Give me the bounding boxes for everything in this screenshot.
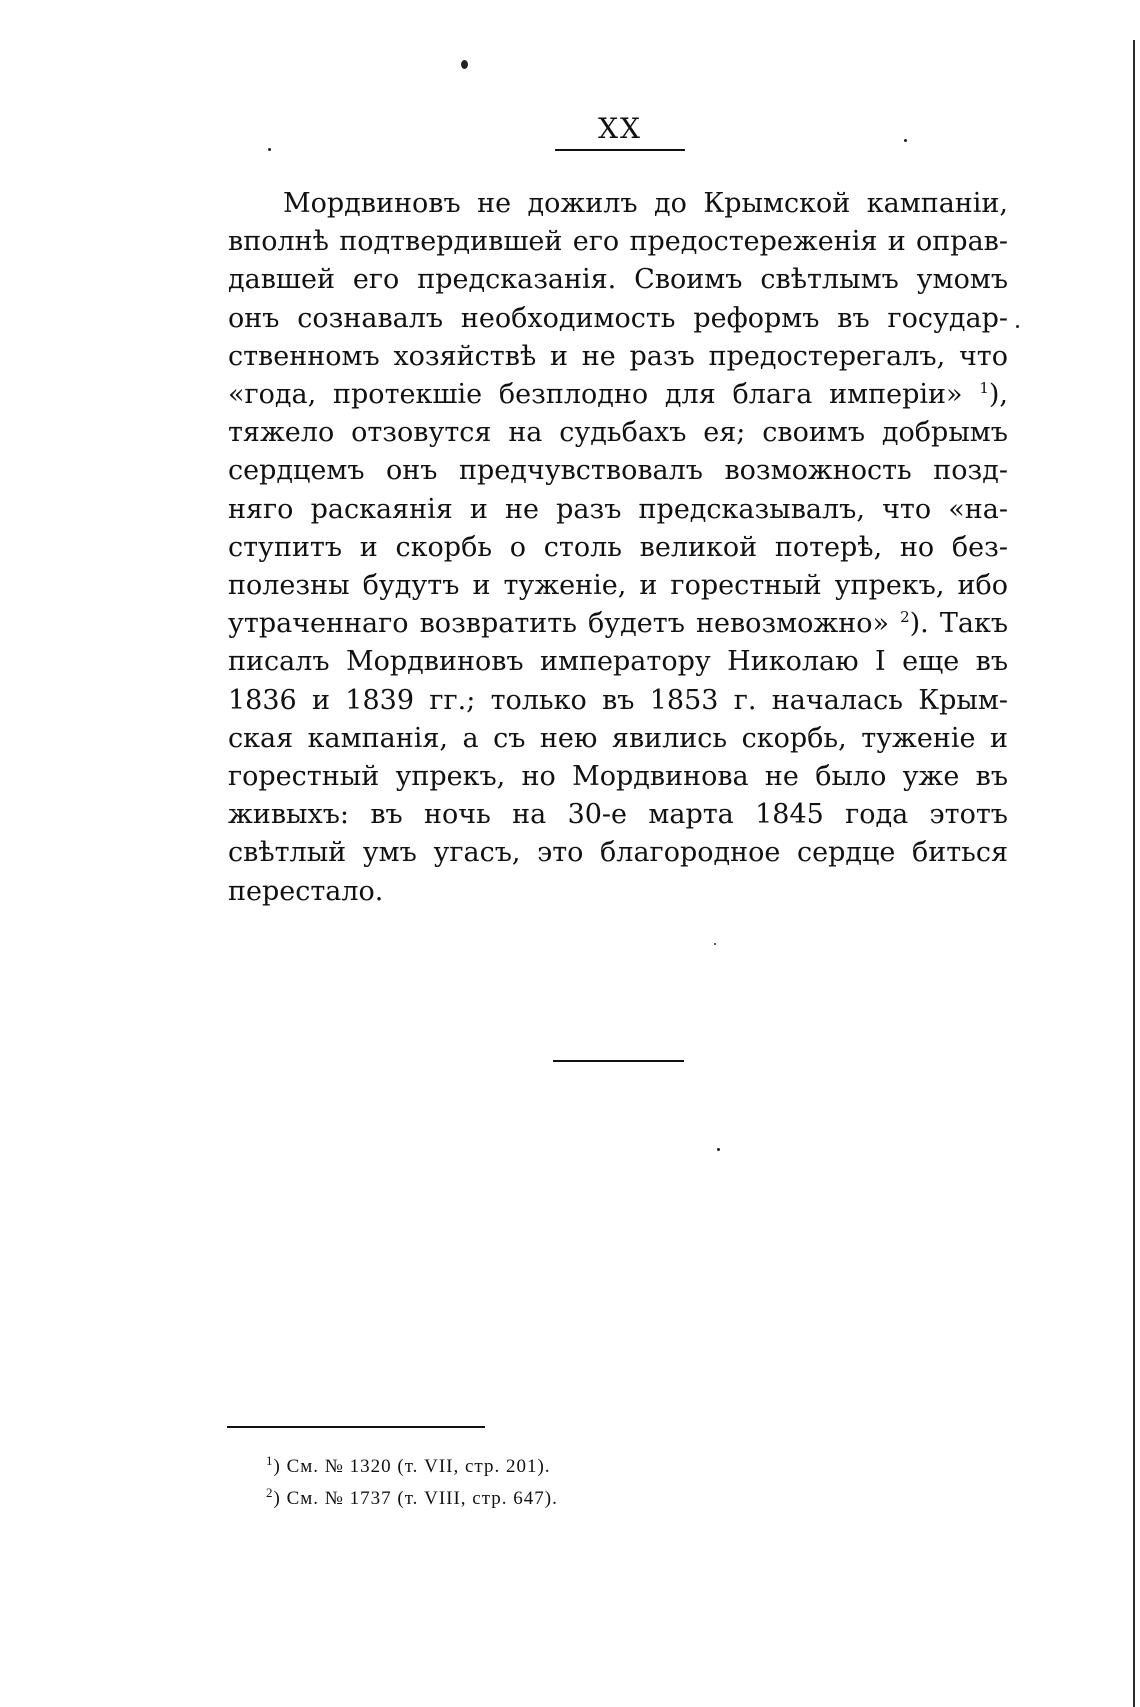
page-edge-line [1133,40,1135,1707]
page-number: XX [598,112,642,145]
footnote-mark: 2 [266,1485,274,1500]
text-line: давшей его предсказанія. Своимъ свѣтлымъ умомъ [228,264,1008,296]
text-line: перестало. [228,875,384,907]
footnote-2 [266,1483,766,1515]
line-text: «года, протекшіе безплодно для блага имперіи» [228,379,963,411]
ref-close: ). Такъ [909,608,1009,640]
text-line: 1836 и 1839 гг.; только въ 1853 г. началась Крым- [228,684,1008,716]
text-line: ственномъ хозяйствѣ и не разъ предостерегалъ, что [228,340,1008,372]
footnote-mark: 1 [266,1453,274,1468]
main-paragraph [228,185,1008,911]
text-line [228,605,1008,643]
text-line: онъ сознавалъ необходимость реформъ въ государ- [228,302,1008,334]
scan-speck [717,1148,720,1151]
section-end-rule [553,1060,684,1062]
footnote-separator [227,1426,485,1428]
text-line: сердцемъ онъ предчувствовалъ возможность позд- [228,455,1008,487]
footnote-1 [266,1451,766,1483]
text-line: писалъ Мордвиновъ императору Николаю I еще въ [228,646,1008,678]
footnote-text: ) См. № 1737 (т. VIII, стр. 647). [273,1488,558,1509]
footnote-ref-1: 1 [979,379,989,398]
text-line: тяжело отзовутся на судьбахъ ея; своимъ добрымъ [228,417,1008,449]
scan-speck [714,943,716,945]
text-line: Мордвиновъ не дожилъ до Крымской кампаніи, [283,188,1008,219]
page-number-underline [555,149,685,151]
scan-speck [268,148,271,151]
ref-close: ), [988,379,1008,411]
text-line: живыхъ: въ ночь на 30-е марта 1845 года этотъ [228,799,1008,831]
text-line [228,376,1008,414]
text-line: полезны будутъ и туженіе, и горестный упрекъ, ибо [228,570,1008,602]
text-line: ская кампанія, а съ нею явились скорбь, туженіе и [228,722,1008,754]
text-line: няго раскаянія и не разъ предсказывалъ, что «на- [228,493,1008,525]
text-line: ступитъ и скорбь о столь великой потерѣ, но без- [228,531,1008,563]
scan-speck [1016,325,1019,328]
footnote-text: ) См. № 1320 (т. VII, стр. 201). [273,1456,551,1477]
text-line: вполнѣ подтвердившей его предостереженія и оправ- [228,226,1008,258]
text-line: свѣтлый умъ угасъ, это благородное сердце биться [228,837,1008,869]
text-line: горестный упрекъ, но Мордвинова не было уже въ [228,761,1008,793]
footnotes [266,1451,766,1515]
scan-speck [904,139,907,142]
scan-speck [461,60,468,69]
line-text: утраченнаго возвратить будетъ невозможно» [228,608,889,640]
footnote-ref-2: 2 [900,608,910,627]
